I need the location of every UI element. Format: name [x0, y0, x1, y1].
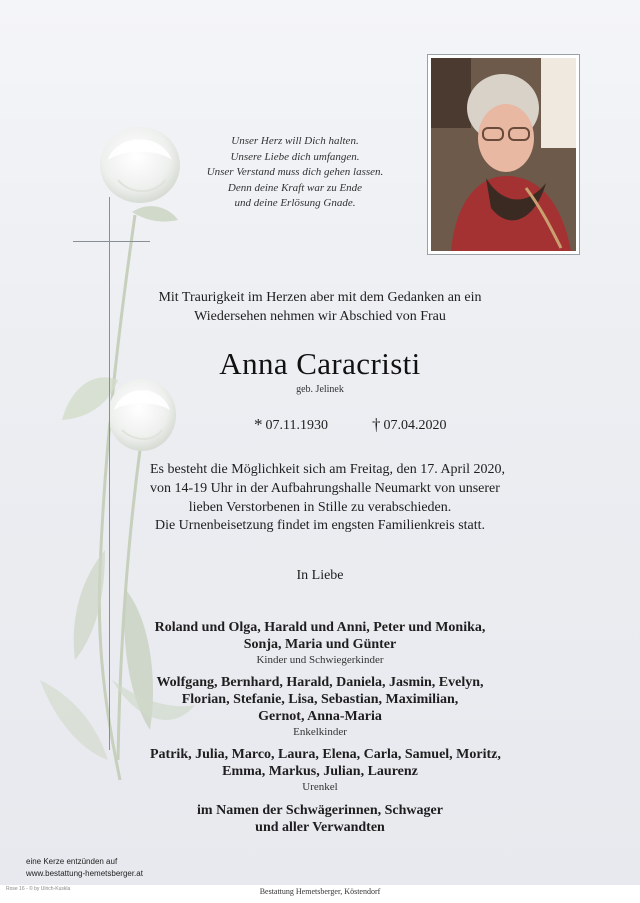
candle-website-link[interactable]: www.bestattung-hemetsberger.at [26, 869, 143, 878]
mourner-group-great-grandchildren [150, 746, 501, 794]
poem-line: und deine Erlösung Gnade. [234, 197, 356, 210]
in-liebe: In Liebe [296, 568, 344, 583]
poem-line: Unser Verstand muss dich gehen lassen. [206, 166, 384, 179]
cross-horizontal-line [73, 241, 150, 242]
candle-link-block [26, 856, 143, 880]
death-date: 07.04.2020 [383, 418, 447, 433]
candle-text: eine Kerze entzünden auf [26, 857, 118, 866]
info-line: lieben Verstorbenen in Stille zu verabschieden. [188, 500, 452, 515]
mourner-group-children [150, 619, 490, 667]
mourner-relation: Enkelkinder [293, 726, 347, 738]
farewell-info [150, 460, 505, 517]
deceased-name: Anna Caracristi [219, 346, 421, 381]
image-credit: Rose 16 - © by Ulrich-Kuskla [6, 886, 71, 892]
birth-date: 07.11.1930 [265, 418, 328, 433]
birth-name: geb. Jelinek [296, 384, 344, 395]
mourner-names-line: Gernot, Anna-Maria [258, 709, 382, 724]
death-date-block [372, 415, 447, 435]
poem-line: Unsere Liebe dich umfangen. [230, 150, 360, 163]
mourner-relation: Urenkel [302, 781, 338, 793]
urn-burial-note: Die Urnenbeisetzung findet im engsten Familienkreis statt. [154, 518, 486, 533]
portrait-frame [427, 54, 580, 255]
mourner-names-line: und aller Verwandten [255, 820, 385, 835]
death-cross-icon: † [372, 415, 381, 434]
intro-line: Mit Traurigkeit im Herzen aber mit dem Gedanken an ein [158, 290, 482, 305]
poem-line: Denn deine Kraft war zu Ende [227, 181, 363, 194]
mourner-names-line: Florian, Stefanie, Lisa, Sebastian, Maximilian, [181, 692, 459, 707]
info-line: Es besteht die Möglichkeit sich am Freitag, den 17. April 2020, [150, 462, 505, 477]
poem [195, 134, 395, 212]
mourner-group-grandchildren [150, 674, 490, 739]
poem-line: Unser Herz will Dich halten. [231, 135, 359, 147]
mourner-names-line: Patrik, Julia, Marco, Laura, Elena, Carla, Samuel, Moritz, [150, 747, 501, 762]
birth-date-block [254, 415, 328, 435]
portrait-photo [431, 58, 576, 251]
intro-line: Wiedersehen nehmen wir Abschied von Frau [194, 309, 446, 324]
cross-vertical-line [109, 197, 110, 750]
mourner-relation: Kinder und Schwiegerkinder [256, 654, 384, 666]
mourner-names-line: im Namen der Schwägerinnen, Schwager [197, 803, 443, 818]
mourner-names-line: Sonja, Maria und Günter [243, 637, 397, 652]
funeral-home-footer: Bestattung Hemetsberger, Köstendorf [259, 887, 381, 896]
birth-star-icon: * [254, 415, 263, 434]
mourner-names-line: Emma, Markus, Julian, Laurenz [222, 764, 418, 779]
info-line: von 14-19 Uhr in der Aufbahrungshalle Neumarkt von unserer [150, 481, 500, 496]
mourner-group-relatives [150, 802, 490, 836]
mourner-names-line: Wolfgang, Bernhard, Harald, Daniela, Jasmin, Evelyn, [156, 675, 484, 690]
mourner-names-line: Roland und Olga, Harald und Anni, Peter und Monika, [154, 620, 486, 635]
intro-text [150, 288, 490, 326]
